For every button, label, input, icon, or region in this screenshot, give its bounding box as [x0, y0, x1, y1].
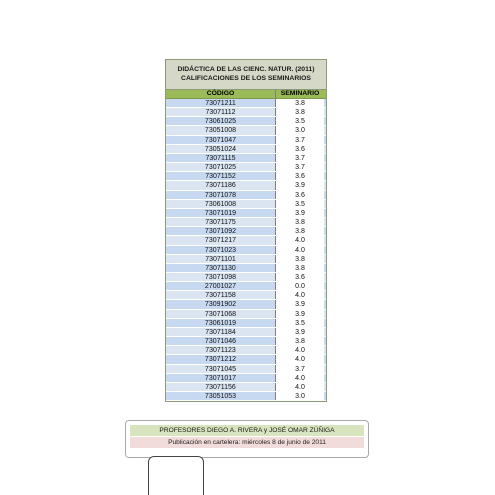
student-code-cell: 73071023 — [166, 246, 276, 254]
student-code-cell: 73051053 — [166, 392, 276, 400]
header-code: CÓDIGO — [166, 90, 276, 98]
student-code-cell: 73071101 — [166, 255, 276, 263]
student-code-cell: 73071068 — [166, 310, 276, 318]
seminar-grade-cell: 4.0 — [276, 291, 324, 299]
table-row — [166, 117, 326, 126]
student-code-cell: 73071123 — [166, 346, 276, 354]
student-code-cell: 73071078 — [166, 191, 276, 199]
empty-box — [148, 456, 204, 495]
table-body — [166, 99, 326, 401]
table-row — [166, 246, 326, 255]
student-code-cell: 73061008 — [166, 200, 276, 208]
table-row — [166, 282, 326, 291]
seminar-grade-cell: 3.6 — [276, 191, 324, 199]
seminar-grade-cell: 3.5 — [276, 200, 324, 208]
student-code-cell: 73071025 — [166, 163, 276, 171]
student-code-cell: 73071098 — [166, 273, 276, 281]
table-row — [166, 383, 326, 392]
student-code-cell: 73071152 — [166, 172, 276, 180]
seminar-grade-cell: 3.6 — [276, 172, 324, 180]
professors-line: PROFESORES DIEGO A. RIVERA y JOSÉ OMAR ZÚÑIGA — [130, 425, 364, 436]
seminar-grade-cell: 3.8 — [276, 227, 324, 235]
table-row — [166, 337, 326, 346]
seminar-grade-cell: 3.9 — [276, 328, 324, 336]
table-header-row — [166, 90, 326, 99]
seminar-grade-cell: 3.7 — [276, 365, 324, 373]
seminar-grade-cell: 0.0 — [276, 282, 324, 290]
seminar-grade-cell: 3.8 — [276, 99, 324, 107]
publication-date-line: Publicación en cartelera: miércoles 8 de junio de 2011 — [130, 437, 364, 448]
table-row — [166, 365, 326, 374]
table-title-line1: DIDÁCTICA DE LAS CIENC. NATUR. (2011) — [177, 66, 315, 73]
table-row — [166, 319, 326, 328]
footer-box — [125, 420, 369, 458]
seminar-grade-cell: 3.7 — [276, 163, 324, 171]
student-code-cell: 73071156 — [166, 383, 276, 391]
student-code-cell: 73071212 — [166, 355, 276, 363]
seminar-grade-cell: 4.0 — [276, 383, 324, 391]
student-code-cell: 73071092 — [166, 227, 276, 235]
seminar-grade-cell: 4.0 — [276, 346, 324, 354]
table-row — [166, 172, 326, 181]
student-code-cell: 73071115 — [166, 154, 276, 162]
seminar-grade-cell: 4.0 — [276, 355, 324, 363]
table-row — [166, 273, 326, 282]
seminar-grade-cell: 3.7 — [276, 154, 324, 162]
seminar-grade-cell: 3.6 — [276, 145, 324, 153]
table-row — [166, 328, 326, 337]
table-row — [166, 200, 326, 209]
table-row — [166, 99, 326, 108]
student-code-cell: 73071217 — [166, 236, 276, 244]
table-row — [166, 126, 326, 135]
seminar-grade-cell: 3.8 — [276, 218, 324, 226]
seminar-grade-cell: 4.0 — [276, 374, 324, 382]
student-code-cell: 73051008 — [166, 126, 276, 134]
table-row — [166, 300, 326, 309]
table-row — [166, 191, 326, 200]
student-code-cell: 73091902 — [166, 300, 276, 308]
student-code-cell: 73071130 — [166, 264, 276, 272]
seminar-grade-cell: 3.9 — [276, 181, 324, 189]
student-code-cell: 73071112 — [166, 108, 276, 116]
grades-table — [165, 59, 327, 402]
seminar-grade-cell: 3.8 — [276, 255, 324, 263]
student-code-cell: 73071046 — [166, 337, 276, 345]
table-title-line2: CALIFICACIONES DE LOS SEMINARIOS — [181, 75, 311, 82]
seminar-grade-cell: 3.7 — [276, 136, 324, 144]
table-row — [166, 154, 326, 163]
seminar-grade-cell: 3.0 — [276, 392, 324, 400]
table-row — [166, 209, 326, 218]
seminar-grade-cell: 3.9 — [276, 310, 324, 318]
student-code-cell: 73071211 — [166, 99, 276, 107]
table-row — [166, 355, 326, 364]
seminar-grade-cell: 3.9 — [276, 300, 324, 308]
seminar-grade-cell: 3.5 — [276, 117, 324, 125]
seminar-grade-cell: 3.0 — [276, 126, 324, 134]
student-code-cell: 73071017 — [166, 374, 276, 382]
seminar-grade-cell: 3.9 — [276, 209, 324, 217]
student-code-cell: 73071184 — [166, 328, 276, 336]
seminar-grade-cell: 3.8 — [276, 337, 324, 345]
table-row — [166, 145, 326, 154]
student-code-cell: 73071047 — [166, 136, 276, 144]
table-row — [166, 136, 326, 145]
student-code-cell: 73071019 — [166, 209, 276, 217]
table-row — [166, 227, 326, 236]
student-code-cell: 73071186 — [166, 181, 276, 189]
student-code-cell: 73071175 — [166, 218, 276, 226]
student-code-cell: 73061025 — [166, 117, 276, 125]
student-code-cell: 73061019 — [166, 319, 276, 327]
seminar-grade-cell: 3.8 — [276, 264, 324, 272]
seminar-grade-cell: 4.0 — [276, 246, 324, 254]
seminar-grade-cell: 3.5 — [276, 319, 324, 327]
table-row — [166, 310, 326, 319]
table-row — [166, 181, 326, 190]
table-row — [166, 346, 326, 355]
student-code-cell: 27001027 — [166, 282, 276, 290]
table-row — [166, 163, 326, 172]
seminar-grade-cell: 3.8 — [276, 108, 324, 116]
student-code-cell: 73051024 — [166, 145, 276, 153]
seminar-grade-cell: 4.0 — [276, 236, 324, 244]
table-row — [166, 218, 326, 227]
table-row — [166, 108, 326, 117]
table-row — [166, 374, 326, 383]
table-row — [166, 264, 326, 273]
student-code-cell: 73071045 — [166, 365, 276, 373]
table-row — [166, 291, 326, 300]
table-row — [166, 392, 326, 401]
seminar-grade-cell: 3.6 — [276, 273, 324, 281]
table-title — [166, 60, 326, 90]
table-row — [166, 236, 326, 245]
header-seminar: SEMINARIO — [280, 90, 320, 97]
student-code-cell: 73071158 — [166, 291, 276, 299]
table-row — [166, 255, 326, 264]
